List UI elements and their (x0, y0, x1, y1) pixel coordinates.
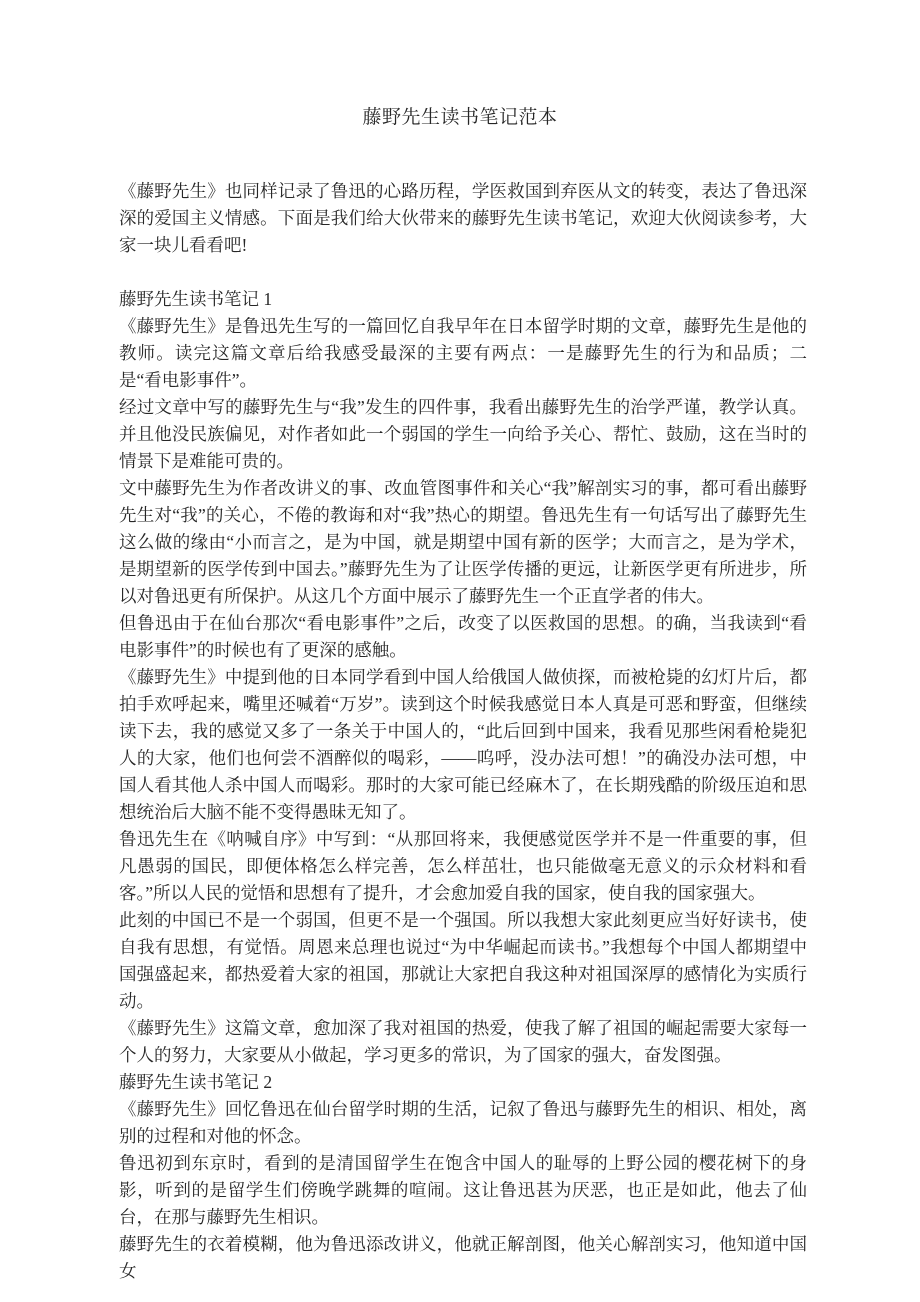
paragraph: 《藤野先生》中提到他的日本同学看到中国人给俄国人做侦探，而被枪毙的幻灯片后，都拍手欢呼起来，嘴里还喊着“万岁”。读到这个时候我感觉日本人真是可恶和野蛮，但继续读下去，我的感觉又多了一条关于中国人的，“此后回到中国来，我看见那些闲看枪毙犯人的大家，他们也何尝不酒醉似的喝彩，——呜呼，没办法可想！”的确没办法可想，中国人看其他人杀中国人而喝彩。那时的大家可能已经麻木了，在长期残酷的阶级压迫和思想统治后大脑不能不变得愚昧无知了。 (119, 667, 807, 822)
paragraph: 鲁迅初到东京时，看到的是清国留学生在饱含中国人的耻辱的上野公园的樱花树下的身影，听到的是留学生们傍晚学跳舞的喧闹。这让鲁迅甚为厌恶，也正是如此，他去了仙台，在那与藤野先生相识。 (119, 1153, 807, 1227)
paragraph: 但鲁迅由于在仙台那次“看电影事件”之后，改变了以医救国的思想。的确，当我读到“看电影事件”的时候也有了更深的感触。 (119, 613, 807, 660)
document-title: 藤野先生读书笔记范本 (362, 107, 558, 128)
paragraph: 此刻的中国已不是一个弱国，但更不是一个强国。所以我想大家此刻更应当好好读书，使自我有思想，有觉悟。周恩来总理也说过“为中华崛起而读书。”我想每个中国人都期望中国强盛起来，都热爱着大家的祖国，那就让大家把自我这种对祖国深厚的感情化为实质行动。 (119, 910, 807, 1011)
blank-line (119, 259, 807, 286)
paragraph: 《藤野先生》这篇文章，愈加深了我对祖国的热爱，使我了解了祖国的崛起需要大家每一个人的努力，大家要从小做起，学习更多的常识，为了国家的强大，奋发图强。 (119, 1018, 807, 1065)
paragraph: 文中藤野先生为作者改讲义的事、改血管图事件和关心“我”解剖实习的事，都可看出藤野先生对“我”的关心，不倦的教诲和对“我”热心的期望。鲁迅先生有一句话写出了藤野先生这么做的缘由“小而言之，是为中国，就是期望中国有新的医学；大而言之，是为学术，是期望新的医学传到中国去。”藤野先生为了让医学传播的更远，让新医学更有所进步，所以对鲁迅更有所保护。从这几个方面中展示了藤野先生一个正直学者的伟大。 (119, 478, 807, 606)
paragraph: 《藤野先生》也同样记录了鲁迅的心路历程，学医救国到弃医从文的转变，表达了鲁迅深深的爱国主义情感。下面是我们给大伙带来的藤野先生读书笔记，欢迎大伙阅读参考，大家一块儿看看吧! (119, 181, 807, 255)
paragraph: 《藤野先生》回忆鲁迅在仙台留学时期的生活，记叙了鲁迅与藤野先生的相识、相处，离别的过程和对他的怀念。 (119, 1099, 807, 1146)
paragraph: 藤野先生的衣着模糊，他为鲁迅添改讲义，他就正解剖图，他关心解剖实习，他知道中国女 (119, 1234, 807, 1281)
document-body (119, 178, 807, 1285)
section-heading: 藤野先生读书笔记 2 (119, 1072, 273, 1092)
paragraph: 鲁迅先生在《呐喊自序》中写到：“从那回将来，我便感觉医学并不是一件重要的事，但凡愚弱的国民，即便体格怎么样完善，怎么样茁壮，也只能做毫无意义的示众材料和看客。”所以人民的觉悟和思想有了提升，才会愈加爱自我的国家，使自我的国家强大。 (119, 829, 807, 903)
paragraph: 《藤野先生》是鲁迅先生写的一篇回忆自我早年在日本留学时期的文章，藤野先生是他的教师。读完这篇文章后给我感受最深的主要有两点：一是藤野先生的行为和品质；二是“看电影事件”。 (119, 316, 807, 390)
paragraph: 经过文章中写的藤野先生与“我”发生的四件事，我看出藤野先生的治学严谨，教学认真。并且他没民族偏见，对作者如此一个弱国的学生一向给予关心、帮忙、鼓励，这在当时的情景下是难能可贵的。 (119, 397, 807, 471)
section-heading: 藤野先生读书笔记 1 (119, 289, 273, 309)
